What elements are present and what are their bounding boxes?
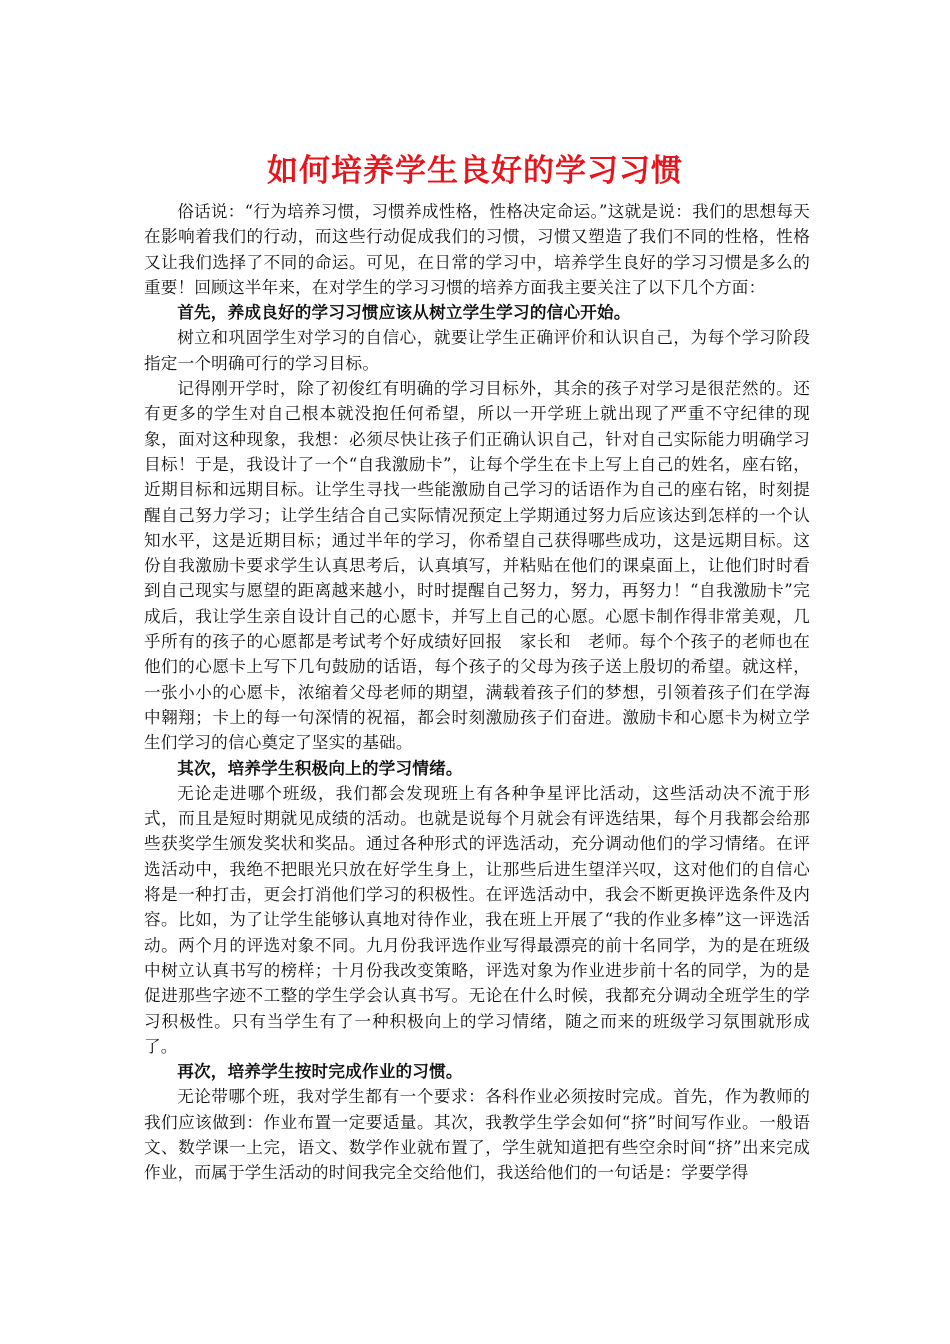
section-heading-confidence: 首先，养成良好的学习习惯应该从树立学生学习的信心开始。: [177, 302, 631, 323]
paragraph-intro: 俗话说：“行为培养习惯，习惯养成性格，性格决定命运。”这就是说：我们的思想每天在影响着我们的行动，而这些行动促成我们的习惯，习惯又塑造了我们不同的性格，性格又让我们选择了不同的命运。可见，在日常的学习中，培养学生良好的学习习惯是多么的重要！回顾这半年来，在对学生的学习习惯的培养方面我主要关注了以下几个方面：: [144, 202, 810, 297]
document-body: [144, 199, 810, 1186]
paragraph-motivation-cards: 记得刚开学时，除了初俊红有明确的学习目标外，其余的孩子对学习是很茫然的。还有更多的学生对自己根本就没抱任何希望，所以一开学班上就出现了严重不守纪律的现象，面对这种现象，我想：必须尽快让孩子们正确认识自己，针对自己实际能力明确学习目标！于是，我设计了一个“自我激励卡”，让每个学生在卡上写上自己的姓名，座右铭，近期目标和远期目标。让学生寻找一些能激励自己学习的话语作为自己的座右铭，时刻提醒自己努力学习；让学生结合自己实际情况预定上学期通过努力后应该达到怎样的一个认知水平，这是近期目标；通过半年的学习，你希望自己获得哪些成功，这是远期目标。这份自我激励卡要求学生认真思考后，认真填写，并粘贴在他们的课桌面上，让他们时时看到自己现实与愿望的距离越来越小，时时提醒自己努力，努力，再努力！“自我激励卡”完成后，我让学生亲自设计自己的心愿卡，并写上自己的心愿。心愿卡制作得非常美观，几乎所有的孩子的心愿都是考试考个好成绩好回报 家长和 老师。每个个孩子的老师也在他们的心愿卡上写下几句鼓励的话语，每个孩子的父母为孩子送上殷切的希望。就这样，一张小小的心愿卡，浓缩着父母老师的期望，满载着孩子们的梦想，引领着孩子们在学海中翱翔；卡上的每一句深情的祝福，都会时刻激励孩子们奋进。激励卡和心愿卡为树立学生们学习的信心奠定了坚实的基础。: [144, 379, 810, 753]
section-heading-emotion: 其次，培养学生积极向上的学习情绪。: [177, 757, 463, 778]
document-title: 如何培养学生良好的学习习惯: [267, 152, 683, 189]
section-heading-homework: 再次，培养学生按时完成作业的习惯。: [177, 1061, 463, 1082]
paragraph-evaluation-activities: 无论走进哪个班级，我们都会发现班上有各种争星评比活动，这些活动决不流于形式，而且是短时期就见成绩的活动。也就是说每个月就会有评选结果，每个月我都会给那些获奖学生颁发奖状和奖品。通过各种形式的评选活动，充分调动他们的学习情绪。在评选活动中，我绝不把眼光只放在好学生身上，让那些后进生望洋兴叹，这对他们的自信心将是一种打击，更会打消他们学习的积极性。在评选活动中，我会不断更换评选条件及内容。比如，为了让学生能够认真地对待作业，我在班上开展了“我的作业多棒”这一评选活动。两个月的评选对象不同。九月份我评选作业写得最漂亮的前十名同学，为的是在班级中树立认真书写的榜样；十月份我改变策略，评选对象为作业进步前十名的同学，为的是促进那些字迹不工整的学生学会认真书写。无论在什么时候，我都充分调动全班学生的学习积极性。只有当学生有了一种积极向上的学习情绪，随之而来的班级学习氛围就形成了。: [144, 783, 810, 1056]
paragraph-homework: 无论带哪个班，我对学生都有一个要求：各科作业必须按时完成。首先，作为教师的我们应该做到：作业布置一定要适量。其次，我教学生学会如何“挤”时间写作业。一般语文、数学课一上完，语文、数学作业就布置了，学生就知道把有些空余时间“挤”出来完成作业，而属于学生活动的时间我完全交给他们，我送给他们的一句话是：学要学得: [144, 1087, 810, 1183]
paragraph-confidence-summary: 树立和巩固学生对学习的自信心，就要让学生正确评价和认识自己，为每个学习阶段指定一个明确可行的学习目标。: [144, 328, 810, 373]
